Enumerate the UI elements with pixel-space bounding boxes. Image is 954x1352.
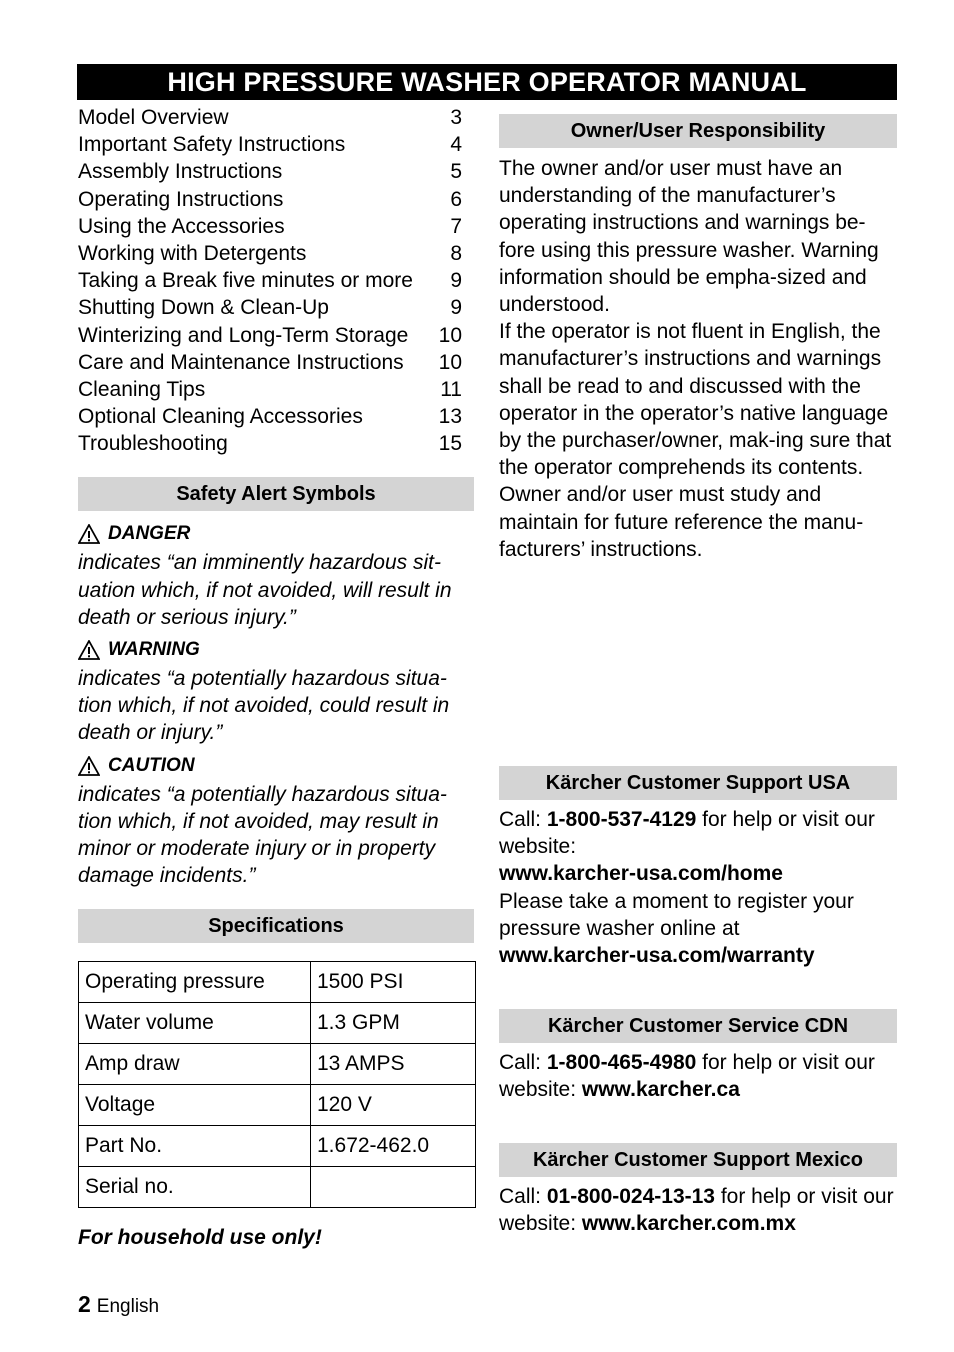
toc-title: Care and Maintenance Instructions (78, 350, 404, 374)
usa-phone-number[interactable]: 1-800-537-4129 (546, 808, 697, 831)
call-label: Call: (499, 1185, 542, 1208)
toc-title: Taking a Break five minutes or more (78, 269, 413, 293)
table-row (79, 1167, 476, 1208)
page-footer (78, 1291, 159, 1318)
spec-value: 120 V (311, 1085, 476, 1126)
toc-entry (78, 349, 462, 376)
safety-alert-heading: Safety Alert Symbols (78, 477, 474, 511)
toc-entry (78, 294, 462, 321)
spec-label: Part No. (79, 1126, 311, 1167)
warranty-website-link[interactable]: www.karcher-usa.com/warranty (499, 944, 815, 968)
help-text: for help or visit our website: (499, 1185, 894, 1236)
toc-title: Model Overview (78, 106, 229, 129)
call-label: Call: (499, 808, 542, 831)
toc-page: 15 (438, 432, 462, 456)
owner-paragraph: If the operator is not fluent in English, the manufacturer’s instructions and warnings shall be read to and discussed with the operator in the operator’s native language by the purchaser/owner, mak-ing sure that the operator comprehends its contents. (499, 320, 892, 480)
caution-description: indicates “a potentially hazardous situa-tion which, if not avoided, may result in minor or moderate injury or in property damage incidents.” (78, 782, 447, 888)
toc-title: Working with Detergents (78, 241, 307, 265)
toc-title: Assembly Instructions (78, 160, 283, 184)
toc-title: Using the Accessories (78, 214, 285, 238)
toc-page: 4 (450, 133, 462, 157)
warning-triangle-icon (78, 640, 100, 660)
spec-value: 13 AMPS (311, 1044, 476, 1085)
toc-entry (78, 376, 462, 403)
table-row (79, 1003, 476, 1044)
spec-label: Amp draw (79, 1044, 311, 1085)
spec-value: 1.672-462.0 (311, 1126, 476, 1167)
support-usa-block (499, 806, 897, 969)
toc-page: 8 (450, 241, 462, 265)
left-column (78, 104, 474, 1250)
toc-title: Cleaning Tips (78, 377, 206, 401)
warning-label (78, 635, 474, 665)
mexico-phone-number[interactable]: 01-800-024-13-13 (546, 1185, 715, 1208)
toc-page: 7 (450, 214, 462, 238)
manual-title-banner: HIGH PRESSURE WASHER OPERATOR MANUAL (77, 64, 897, 100)
toc-page: 5 (450, 160, 462, 184)
page-number: 2 (78, 1291, 91, 1317)
right-column (499, 114, 897, 1236)
caution-label-text: CAUTION (108, 754, 195, 776)
warning-triangle-icon (78, 524, 100, 544)
danger-label-text: DANGER (108, 523, 191, 545)
table-row (79, 962, 476, 1003)
warning-triangle-icon (78, 756, 100, 776)
cdn-website-link[interactable]: www.karcher.ca (581, 1078, 740, 1102)
toc-page: 3 (450, 106, 462, 129)
toc-title: Important Safety Instructions (78, 133, 346, 157)
table-row (79, 1085, 476, 1126)
toc-entry (78, 322, 462, 349)
toc-entry (78, 240, 462, 267)
table-row (79, 1044, 476, 1085)
spec-value: 1.3 GPM (311, 1003, 476, 1044)
owner-responsibility-heading: Owner/User Responsibility (499, 114, 897, 148)
cdn-phone-number[interactable]: 1-800-465-4980 (546, 1051, 697, 1074)
danger-label (78, 519, 474, 549)
service-cdn-heading: Kärcher Customer Service CDN (499, 1009, 897, 1043)
toc-title: Winterizing and Long-Term Storage (78, 323, 409, 347)
spec-label: Water volume (79, 1003, 311, 1044)
toc-page: 6 (450, 187, 462, 211)
spec-label: Voltage (79, 1085, 311, 1126)
toc-entry (78, 267, 462, 294)
support-mexico-block (499, 1183, 897, 1237)
call-label: Call: (499, 1051, 542, 1074)
support-mexico-heading: Kärcher Customer Support Mexico (499, 1143, 897, 1177)
usa-website-link[interactable]: www.karcher-usa.com/home (499, 862, 783, 886)
toc-page: 11 (440, 377, 462, 401)
help-text: for help or visit our website: (499, 808, 875, 859)
spec-value: 1500 PSI (311, 962, 476, 1003)
owner-paragraph: The owner and/or user must have an understanding of the manufacturer’s operating instructions and warnings be-fore using this pressure washer. Warning information should be empha-sized and understood. (499, 157, 879, 317)
toc-entry (78, 430, 462, 457)
caution-label (78, 751, 474, 781)
toc-title: Troubleshooting (78, 432, 228, 456)
toc-page: 9 (450, 296, 462, 320)
mexico-website-link[interactable]: www.karcher.com.mx (581, 1212, 796, 1236)
spec-value (311, 1167, 476, 1208)
household-use-note: For household use only! (78, 1226, 322, 1250)
specifications-table (78, 961, 476, 1208)
warning-description: indicates “a potentially hazardous situa-tion which, if not avoided, could result in death or injury.” (78, 667, 450, 745)
danger-description: indicates “an imminently hazardous sit-uation which, if not avoided, will result in death or serious injury.” (78, 551, 452, 629)
toc-page: 13 (438, 405, 462, 429)
help-text: for help or visit our website: (499, 1051, 875, 1102)
spec-label: Serial no. (79, 1167, 311, 1208)
toc-page: 10 (438, 323, 462, 347)
table-row (79, 1126, 476, 1167)
toc-page: 10 (438, 350, 462, 374)
owner-paragraph: Owner and/or user must study and maintain for future reference the manu-facturers’ instructions. (499, 483, 864, 561)
warning-label-text: WARNING (108, 639, 200, 661)
register-text: Please take a moment to register your pressure washer online at (499, 889, 854, 940)
table-of-contents (78, 104, 474, 457)
service-cdn-block (499, 1049, 897, 1103)
toc-title: Optional Cleaning Accessories (78, 405, 363, 429)
support-usa-heading: Kärcher Customer Support USA (499, 766, 897, 800)
toc-entry (78, 403, 462, 430)
toc-page: 9 (450, 269, 462, 293)
toc-title: Shutting Down & Clean-Up (78, 296, 329, 320)
specifications-heading: Specifications (78, 909, 474, 943)
toc-entry (78, 158, 462, 185)
toc-entry (78, 104, 462, 131)
toc-entry (78, 213, 462, 240)
toc-entry (78, 131, 462, 158)
toc-title: Operating Instructions (78, 187, 284, 211)
spec-label: Operating pressure (79, 962, 311, 1003)
language-label: English (96, 1296, 160, 1317)
toc-entry (78, 186, 462, 213)
